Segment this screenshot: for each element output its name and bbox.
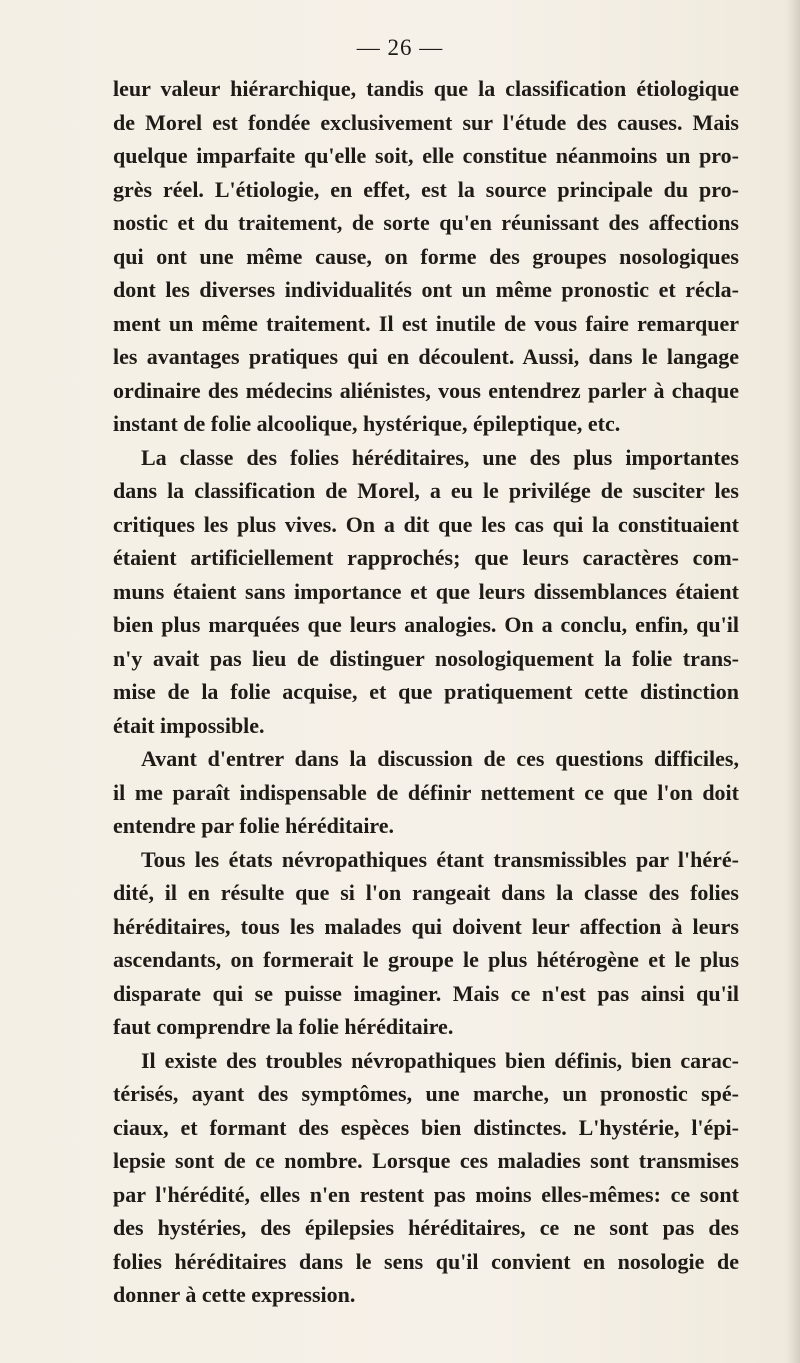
text-line: lepsie sont de ce nombre. Lorsque ces maladies sont transmises xyxy=(113,1148,739,1173)
text-line: dans la classification de Morel, a eu le privilége de susciter les xyxy=(113,478,739,503)
text-line: critiques les plus vives. On a dit que les cas qui la constituaient xyxy=(113,511,739,537)
text-line: par l'hérédité, elles n'en restent pas moins elles-mêmes: ce sont xyxy=(113,1181,739,1207)
page-number: — 26 — xyxy=(356,35,444,60)
text-line: était impossible. xyxy=(113,712,265,738)
text-line: ascendants, on formerait le groupe le plus hétérogène et le plus xyxy=(113,947,739,972)
text-line: n'y avait pas lieu de distinguer nosologiquement la folie trans- xyxy=(113,645,739,671)
text-line: héréditaires, tous les malades qui doivent leur affection à leurs xyxy=(113,913,739,939)
text-line: leur valeur hiérarchique, tandis que la classification étiologique xyxy=(113,76,739,101)
text-line: donner à cette expression. xyxy=(113,1282,356,1307)
text-line: mise de la folie acquise, et que pratiquement cette distinction xyxy=(113,679,739,704)
text-line: disparate qui se puisse imaginer. Mais ce n'est pas ainsi qu'il xyxy=(113,980,739,1006)
body-text xyxy=(113,72,739,1312)
text-line: Avant d'entrer dans la discussion de ces questions difficiles, xyxy=(141,746,739,771)
text-line: folies héréditaires dans le sens qu'il convient en nosologie de xyxy=(113,1248,739,1274)
text-line: ciaux, et formant des espèces bien distinctes. L'hystérie, l'épi- xyxy=(113,1114,739,1140)
text-line: Il existe des troubles névropathiques bien définis, bien carac- xyxy=(141,1047,739,1073)
text-line: ordinaire des médecins aliénistes, vous entendrez parler à chaque xyxy=(113,377,739,403)
text-line: dont les diverses individualités ont un même pronostic et récla- xyxy=(113,277,739,302)
text-line: bien plus marquées que leurs analogies. On a conclu, enfin, qu'il xyxy=(113,612,739,637)
text-line: qui ont une même cause, on forme des groupes nosologiques xyxy=(113,243,739,269)
text-line: faut comprendre la folie héréditaire. xyxy=(113,1014,454,1039)
text-line: instant de folie alcoolique, hystérique, épileptique, etc. xyxy=(113,411,621,436)
page-edge-shadow xyxy=(786,0,800,1363)
text-line: les avantages pratiques qui en découlent. Aussi, dans le langage xyxy=(113,344,739,369)
text-line: des hystéries, des épilepsies héréditaires, ce ne sont pas des xyxy=(113,1215,739,1240)
text-line: entendre par folie héréditaire. xyxy=(113,813,395,838)
text-line: ment un même traitement. Il est inutile de vous faire remarquer xyxy=(113,310,739,336)
text-line: La classe des folies héréditaires, une des plus importantes xyxy=(141,444,739,470)
text-line: térisés, ayant des symptômes, une marche, un pronostic spé- xyxy=(113,1081,739,1106)
text-line: de Morel est fondée exclusivement sur l'étude des causes. Mais xyxy=(113,109,739,135)
text-line: il me paraît indispensable de définir nettement ce que l'on doit xyxy=(113,779,739,805)
text-line: dité, il en résulte que si l'on rangeait dans la classe des folies xyxy=(113,880,739,905)
text-line: muns étaient sans importance et que leurs dissemblances étaient xyxy=(113,578,739,604)
text-line: quelque imparfaite qu'elle soit, elle constitue néanmoins un pro- xyxy=(113,143,739,168)
text-line: nostic et du traitement, de sorte qu'en réunissant des affections xyxy=(113,210,739,235)
text-line: Tous les états névropathiques étant transmissibles par l'héré- xyxy=(141,846,739,872)
text-line: étaient artificiellement rapprochés; que leurs caractères com- xyxy=(113,545,739,570)
text-line: grès réel. L'étiologie, en effet, est la source principale du pro- xyxy=(113,176,739,202)
